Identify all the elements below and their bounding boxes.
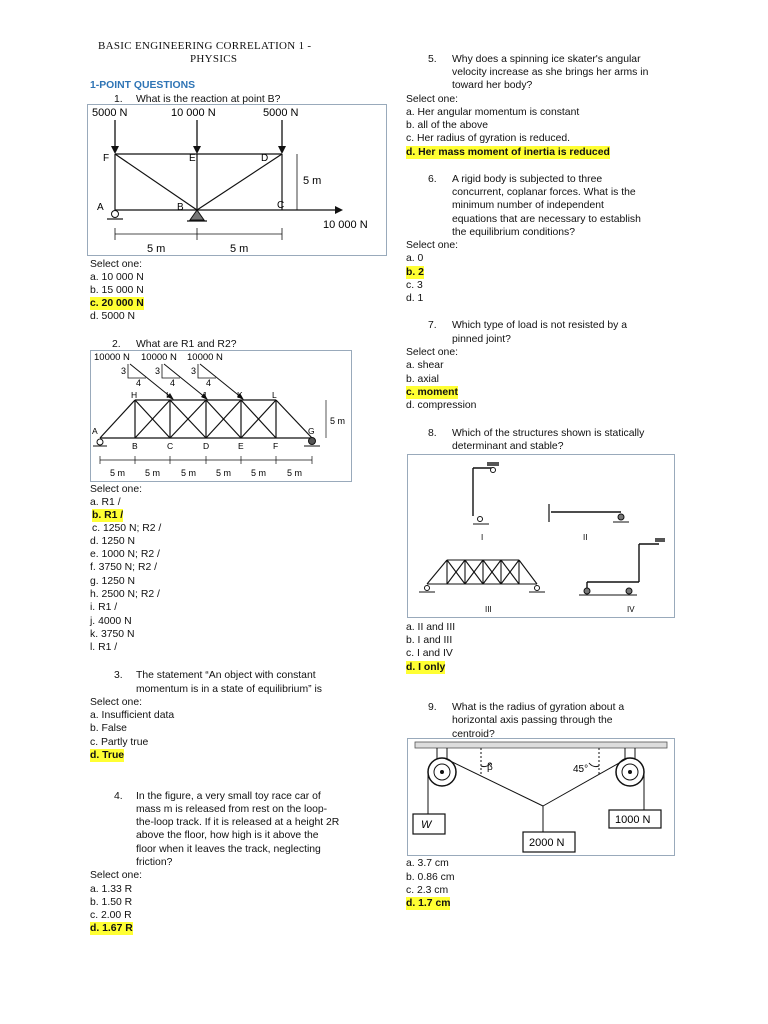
q6-text-line2: concurrent, coplanar forces. What is the: [452, 187, 636, 198]
q2-number: 2.: [112, 339, 121, 350]
q2-node-l: L: [272, 390, 277, 400]
q2-node-d: D: [203, 441, 210, 451]
q9-ceiling: [415, 742, 667, 748]
q2-node-k: K: [237, 390, 243, 400]
q4-text-line6: friction?: [136, 857, 173, 868]
q2-option-l[interactable]: l. R1 /: [90, 642, 118, 653]
q6-number: 6.: [428, 174, 437, 185]
q2-select-label: Select one:: [90, 484, 142, 495]
q4-select-label: Select one:: [90, 870, 142, 881]
q3-option-b[interactable]: b. False: [90, 723, 127, 734]
q2-span-1: 5 m: [110, 468, 126, 478]
q2-span-5: 5 m: [251, 468, 267, 478]
doc-title-line2: PHYSICS: [190, 53, 238, 65]
q5-text-line2: velocity increase as she brings her arms in: [452, 67, 649, 78]
q4-text-line1: In the figure, a very small toy race car of: [136, 791, 321, 802]
q2-option-g[interactable]: g. 1250 N: [90, 576, 136, 587]
q8-text-line2: determinant and stable?: [452, 441, 564, 452]
q1-span-2: 5 m: [230, 243, 249, 255]
q7-option-a[interactable]: a. shear: [406, 360, 444, 371]
q8-number: 8.: [428, 428, 437, 439]
q2-span-4: 5 m: [216, 468, 232, 478]
q1-option-d[interactable]: d. 5000 N: [90, 311, 136, 322]
q8-structure-3: [427, 560, 537, 584]
q8-label-4: IV: [627, 605, 635, 614]
q9-option-c[interactable]: c. 2.3 cm: [406, 885, 449, 896]
q2-node-h: H: [131, 390, 138, 400]
q3-number: 3.: [114, 670, 123, 681]
q7-number: 7.: [428, 320, 437, 331]
q2-span-3: 5 m: [181, 468, 197, 478]
q5-text-line1: Why does a spinning ice skater's angular: [452, 54, 641, 65]
q8-structure-4: [579, 538, 665, 595]
q2-slope-rise-1: 3: [121, 366, 127, 376]
q4-text-line3: the-loop track. If it is released at a height 2R: [136, 817, 340, 828]
q3-text-line2: momentum is in a state of equilibrium” is: [136, 684, 322, 695]
q3-select-label: Select one:: [90, 697, 142, 708]
q7-text-line1: Which type of load is not resisted by a: [452, 320, 627, 331]
q1-option-a[interactable]: a. 10 000 N: [90, 272, 144, 283]
q4-option-c[interactable]: c. 2.00 R: [90, 910, 132, 921]
q7-text-line2: pinned joint?: [452, 334, 511, 345]
q2-option-b[interactable]: b. R1 /: [92, 510, 124, 521]
q2-node-e: E: [238, 441, 244, 451]
q8-option-d[interactable]: d. I only: [406, 662, 446, 673]
q1-load-3: 5000 N: [263, 107, 299, 119]
q7-option-c[interactable]: c. moment: [406, 387, 458, 398]
q2-load-1: 10000 N: [94, 352, 130, 363]
q4-option-b[interactable]: b. 1.50 R: [90, 897, 133, 908]
q8-structure-1: [473, 462, 499, 524]
q2-support-g: [304, 438, 320, 447]
q1-text: What is the reaction at point B?: [136, 94, 281, 105]
q2-option-c[interactable]: c. 1250 N; R2 /: [92, 523, 162, 534]
q1-span-1: 5 m: [147, 243, 166, 255]
q8-structures-figure: [407, 454, 675, 618]
q2-node-a: A: [92, 426, 98, 436]
q5-select-label: Select one:: [406, 94, 458, 105]
q2-load-3: 10000 N: [187, 352, 223, 363]
q5-number: 5.: [428, 54, 437, 65]
q2-option-d[interactable]: d. 1250 N: [90, 536, 136, 547]
q2-load-2: 10000 N: [141, 352, 177, 363]
q1-support-b: [187, 210, 207, 221]
q2-option-h[interactable]: h. 2500 N; R2 /: [90, 589, 160, 600]
q9-weight-right: 1000 N: [615, 814, 651, 826]
q4-number: 4.: [114, 791, 123, 802]
q1-truss-figure: [87, 104, 387, 256]
q9-option-a[interactable]: a. 3.7 cm: [406, 858, 449, 869]
q5-text-line3: toward her body?: [452, 80, 533, 91]
q8-option-a[interactable]: a. II and III: [406, 622, 456, 633]
q8-structure-2: [549, 504, 629, 522]
q1-node-b: B: [177, 202, 184, 213]
q9-beta-label: β: [487, 762, 493, 773]
q2-slope-run-2: 4: [170, 378, 176, 388]
q2-slope-run-1: 4: [136, 378, 142, 388]
q7-option-d[interactable]: d. compression: [406, 400, 477, 411]
q1-number: 1.: [114, 94, 123, 105]
q6-text-line4: equations that are necessary to establish: [452, 214, 641, 225]
q2-slope-rise-2: 3: [155, 366, 161, 376]
q1-load-2: 10 000 N: [171, 107, 216, 119]
q9-option-b[interactable]: b. 0.86 cm: [406, 872, 455, 883]
q2-span-6: 5 m: [287, 468, 303, 478]
q5-option-a[interactable]: a. Her angular momentum is constant: [406, 107, 580, 118]
q6-text-line1: A rigid body is subjected to three: [452, 174, 603, 185]
q2-option-i[interactable]: i. R1 /: [90, 602, 118, 613]
q9-weight-w: W: [421, 819, 432, 831]
q2-node-f: F: [273, 441, 279, 451]
q2-node-c: C: [167, 441, 174, 451]
q9-pulley-left: [428, 748, 456, 786]
q2-height-label: 5 m: [330, 416, 346, 426]
q1-load-1: 5000 N: [92, 107, 128, 119]
q6-option-b[interactable]: b. 2: [406, 267, 424, 278]
q9-angle-label: 45°: [573, 764, 589, 775]
q2-option-f[interactable]: f. 3750 N; R2 /: [90, 562, 157, 573]
q6-text-line5: the equilibrium conditions?: [452, 227, 576, 238]
q3-text-line1: The statement “An object with constant: [136, 670, 316, 681]
q2-option-k[interactable]: k. 3750 N: [90, 629, 135, 640]
q6-option-a[interactable]: a. 0: [406, 253, 424, 264]
q9-text-line3: centroid?: [452, 729, 495, 740]
q1-option-c[interactable]: c. 20 000 N: [90, 298, 144, 309]
q2-text: What are R1 and R2?: [136, 339, 237, 350]
q8-label-2: II: [583, 533, 588, 542]
q1-select-label: Select one:: [90, 259, 142, 270]
q2-slope-run-3: 4: [206, 378, 212, 388]
q5-option-b[interactable]: b. all of the above: [406, 120, 489, 131]
q9-number: 9.: [428, 702, 437, 713]
q9-weight-mid: 2000 N: [529, 837, 565, 849]
q4-text-line2: mass m is released from rest on the loop-: [136, 804, 328, 815]
q9-text-line1: What is the radius of gyration about a: [452, 702, 625, 713]
q2-option-e[interactable]: e. 1000 N; R2 /: [90, 549, 160, 560]
q9-pulley-right: [616, 748, 644, 786]
q2-node-i: I: [166, 390, 169, 400]
q2-support-a: [93, 439, 107, 446]
q7-option-b[interactable]: b. axial: [406, 374, 439, 385]
q1-node-c: C: [277, 200, 285, 211]
q5-option-c[interactable]: c. Her radius of gyration is reduced.: [406, 133, 571, 144]
q3-option-a[interactable]: a. Insufficient data: [90, 710, 175, 721]
q8-option-b[interactable]: b. I and III: [406, 635, 453, 646]
q2-span-2: 5 m: [145, 468, 161, 478]
q4-text-line5: floor when it leaves the track, neglecting: [136, 844, 321, 855]
q1-node-f: F: [103, 153, 110, 164]
q2-node-g: G: [308, 426, 315, 436]
q8-label-1: I: [481, 533, 484, 542]
q2-node-j: J: [202, 390, 207, 400]
q2-truss-figure: [90, 350, 352, 482]
q1-option-b[interactable]: b. 15 000 N: [90, 285, 144, 296]
q7-select-label: Select one:: [406, 347, 458, 358]
q4-text-line4: above the floor, how high is it above the: [136, 830, 319, 841]
q2-slope-rise-3: 3: [191, 366, 197, 376]
q2-node-b: B: [132, 441, 138, 451]
q3-option-d[interactable]: d. True: [90, 750, 125, 761]
q1-support-a: [107, 211, 123, 220]
q6-text-line3: minimum number of independent: [452, 200, 604, 211]
q1-side-load: 10 000 N: [323, 219, 368, 231]
q1-node-a: A: [97, 202, 104, 213]
q1-height-label: 5 m: [303, 175, 322, 187]
q2-option-j[interactable]: j. 4000 N: [90, 616, 132, 627]
q8-label-3: III: [485, 605, 492, 614]
q9-text-line2: horizontal axis passing through the: [452, 715, 613, 726]
q9-pulley-figure: [407, 738, 675, 856]
q6-select-label: Select one:: [406, 240, 458, 251]
section-heading: 1-POINT QUESTIONS: [90, 80, 196, 91]
q8-option-c[interactable]: c. I and IV: [406, 648, 453, 659]
q6-option-c[interactable]: c. 3: [406, 280, 423, 291]
q4-option-a[interactable]: a. 1.33 R: [90, 884, 133, 895]
q9-option-d[interactable]: d. 1.7 cm: [406, 898, 451, 909]
q1-node-e: E: [189, 153, 196, 164]
doc-title-line1: BASIC ENGINEERING CORRELATION 1 -: [98, 40, 312, 52]
q5-option-d[interactable]: d. Her mass moment of inertia is reduced: [406, 147, 610, 158]
q1-node-d: D: [261, 153, 269, 164]
q4-option-d[interactable]: d. 1.67 R: [90, 923, 133, 934]
q6-option-d[interactable]: d. 1: [406, 293, 424, 304]
q3-option-c[interactable]: c. Partly true: [90, 737, 149, 748]
q2-option-a[interactable]: a. R1 /: [90, 497, 121, 508]
q8-text-line1: Which of the structures shown is statically: [452, 428, 645, 439]
